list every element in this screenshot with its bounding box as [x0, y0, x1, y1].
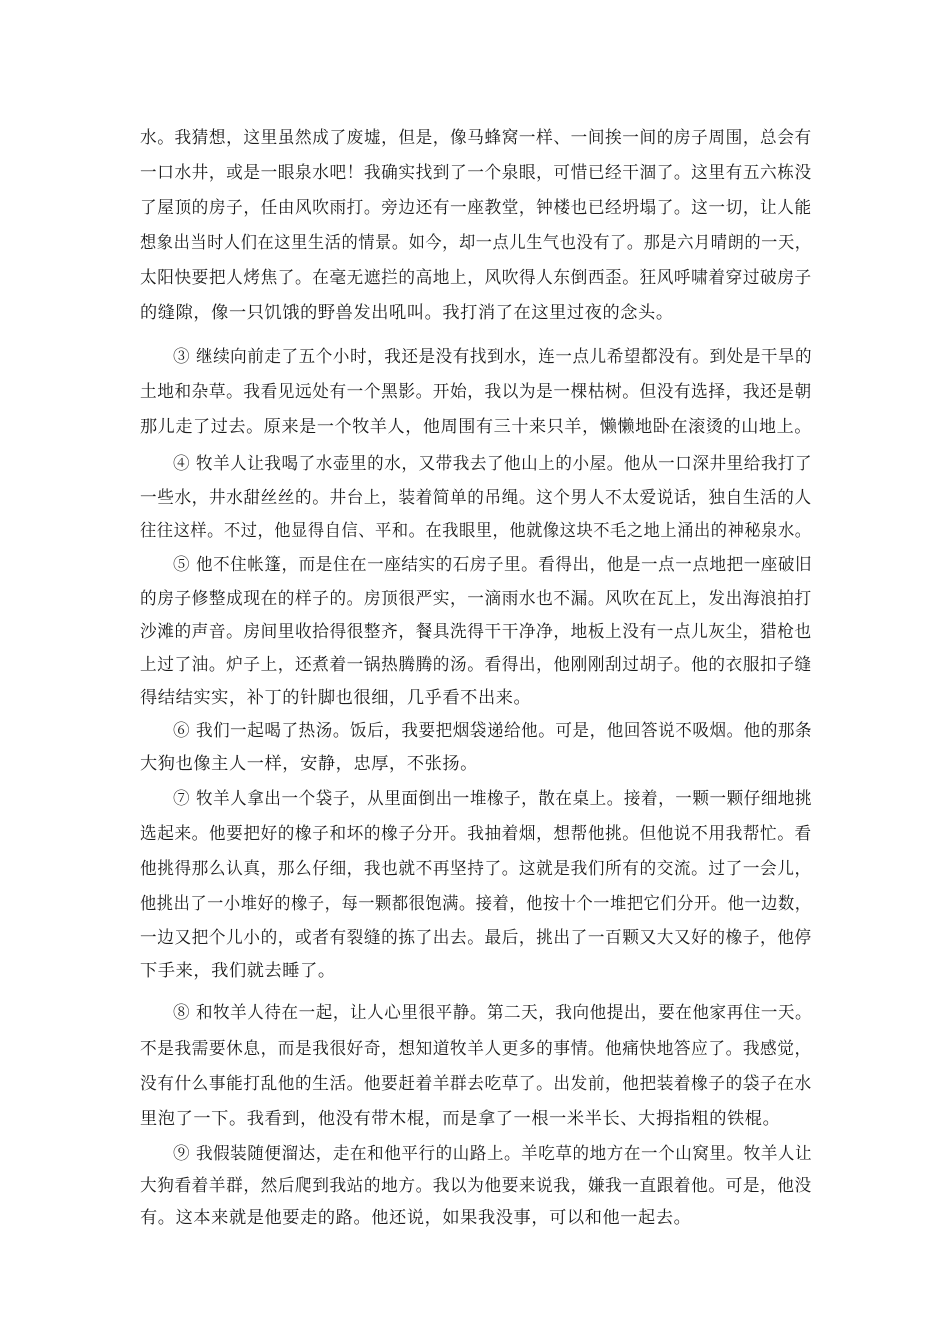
paragraph-7-first-line: ⑦ 牧羊人拿出一个袋子，从里面倒出一堆橡子，散在桌上。接着，一颗一颗仔细地挑 — [173, 789, 813, 809]
paragraph-6-first-line: ⑥ 我们一起喝了热汤。饭后，我要把烟袋递给他。可是，他回答说不吸烟。他的那条 — [173, 721, 813, 741]
paragraph-9-first-line: ⑨ 我假装随便溜达，走在和他平行的山路上。羊吃草的地方在一个山窝里。牧羊人让 — [173, 1144, 813, 1164]
text-line: 一口水井，或是一眼泉水吧！我确实找到了一个泉眼，可惜已经干涸了。这里有五六栋没 — [140, 163, 812, 183]
text-line: 选起来。他要把好的橡子和坏的橡子分开。我抽着烟，想帮他挑。但他说不用我帮忙。看 — [140, 824, 812, 844]
text-line: 想象出当时人们在这里生活的情景。如今，却一点儿生气也没有了。那是六月晴朗的一天， — [140, 233, 812, 253]
text-line: 沙滩的声音。房间里收拾得很整齐，餐具洗得干干净净，地板上没有一点儿灰尘，猎枪也 — [140, 622, 812, 642]
text-line: 得结结实实，补丁的针脚也很细，几乎看不出来。 — [140, 688, 532, 708]
text-line: 太阳快要把人烤焦了。在毫无遮拦的高地上，风吹得人东倒西歪。狂风呼啸着穿过破房子 — [140, 268, 812, 288]
text-line: 不是我需要休息，而是我很好奇，想知道牧羊人更多的事情。他痛快地答应了。我感觉， — [140, 1039, 812, 1059]
paragraph-3-first-line: ③ 继续向前走了五个小时，我还是没有找到水，连一点儿希望都没有。到处是干旱的 — [173, 347, 813, 367]
text-line: 他挑出了一小堆好的橡子，每一颗都很饱满。接着，他按十个一堆把它们分开。他一边数， — [140, 894, 812, 914]
text-line: 里泡了一下。我看到，他没有带木棍，而是拿了一根一米半长、大拇指粗的铁棍。 — [140, 1109, 781, 1129]
text-line: 有。这本来就是他要走的路。他还说，如果我没事，可以和他一起去。 — [140, 1208, 692, 1228]
text-line: 上过了油。炉子上，还煮着一锅热腾腾的汤。看得出，他刚刚刮过胡子。他的衣服扣子缝 — [140, 655, 812, 675]
text-line: 了屋顶的房子，任由风吹雨打。旁边还有一座教堂，钟楼也已经坍塌了。这一切，让人能 — [140, 198, 812, 218]
text-line: 那儿走了过去。原来是一个牧羊人，他周围有三十来只羊，懒懒地卧在滚烫的山地上。 — [140, 417, 812, 437]
text-line: 的缝隙，像一只饥饿的野兽发出吼叫。我打消了在这里过夜的念头。 — [140, 303, 674, 323]
text-line: 没有什么事能打乱他的生活。他要赶着羊群去吃草了。出发前，他把装着橡子的袋子在水 — [140, 1074, 812, 1094]
text-line: 一些水，井水甜丝丝的。井台上，装着简单的吊绳。这个男人不太爱说话，独自生活的人 — [140, 488, 812, 508]
text-line: 一边又把个儿小的，或者有裂缝的拣了出去。最后，挑出了一百颗又大又好的橡子，他停 — [140, 928, 812, 948]
text-line: 往往这样。不过，他显得自信、平和。在我眼里，他就像这块不毛之地上涌出的神秘泉水。 — [140, 521, 812, 541]
text-line: 大狗看着羊群，然后爬到我站的地方。我以为他要来说我，嫌我一直跟着他。可是，他没 — [140, 1176, 812, 1196]
text-line: 他挑得那么认真，那么仔细，我也就不再坚持了。这就是我们所有的交流。过了一会儿， — [140, 859, 812, 879]
text-line: 土地和杂草。我看见远处有一个黑影。开始，我以为是一棵枯树。但没有选择，我还是朝 — [140, 382, 812, 402]
text-line: 大狗也像主人一样，安静，忠厚，不张扬。 — [140, 754, 478, 774]
paragraph-4-first-line: ④ 牧羊人让我喝了水壶里的水，又带我去了他山上的小屋。他从一口深井里给我打了 — [173, 454, 813, 474]
paragraph-5-first-line: ⑤ 他不住帐篷，而是住在一座结实的石房子里。看得出，他是一点一点地把一座破旧 — [173, 555, 813, 575]
paragraph-8-first-line: ⑧ 和牧羊人待在一起，让人心里很平静。第二天，我向他提出，要在他家再住一天。 — [173, 1003, 813, 1023]
text-line: 水。我猜想，这里虽然成了废墟，但是，像马蜂窝一样、一间挨一间的房子周围，总会有 — [140, 128, 812, 148]
text-line: 的房子修整成现在的样子的。房顶很严实，一滴雨水也不漏。风吹在瓦上，发出海浪拍打 — [140, 589, 812, 609]
text-line: 下手来，我们就去睡了。 — [140, 961, 336, 981]
